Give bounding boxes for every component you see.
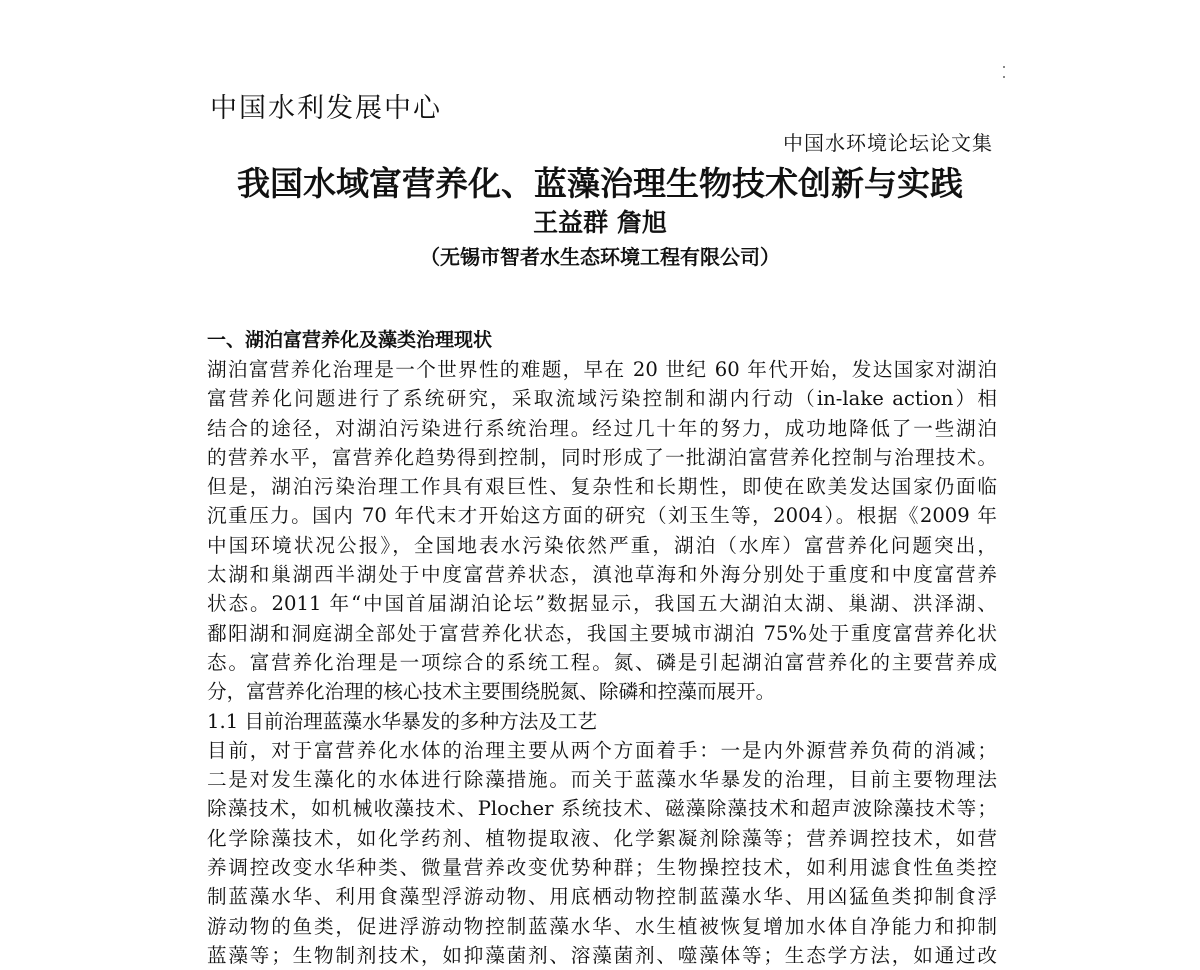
organization-header: 中国水利发展中心 xyxy=(210,93,442,124)
text-line: 中国环境状况公报》，全国地表水污染依然严重，湖泊（水库）富营养化问题突出， xyxy=(207,533,997,557)
text-line: 二是对发生藻化的水体进行除藻措施。而关于蓝藻水华暴发的治理，目前主要物理法 xyxy=(207,768,997,792)
text-line: 结合的途径，对湖泊污染进行系统治理。经过几十年的努力，成功地降低了一些湖泊 xyxy=(207,416,997,440)
text-line: 化学除藻技术，如化学药剂、植物提取液、化学絮凝剂除藻等；营养调控技术，如营 xyxy=(207,826,997,850)
text-line: 养调控改变水华种类、微量营养改变优势种群；生物操控技术，如利用滤食性鱼类控 xyxy=(207,856,997,880)
text-line: 制蓝藻水华、利用食藻型浮游动物、用底栖动物控制蓝藻水华、用凶猛鱼类抑制食浮 xyxy=(207,885,997,909)
text-line: 态。富营养化治理是一项综合的系统工程。氮、磷是引起湖泊富营养化的主要营养成 xyxy=(207,650,997,674)
edge-marks xyxy=(1003,66,1007,106)
text-line: 游动物的鱼类，促进浮游动物控制蓝藻水华、水生植被恢复增加水体自净能力和抑制 xyxy=(207,914,997,938)
text-line: 鄱阳湖和洞庭湖全部处于富营养化状态，我国主要城市湖泊 75%处于重度富营养化状 xyxy=(207,621,997,645)
text-line: 富营养化问题进行了系统研究，采取流域污染控制和湖内行动（in-lake action）相 xyxy=(207,387,997,411)
subsection-paragraph xyxy=(207,736,997,970)
text-line: 目前，对于富营养化水体的治理主要从两个方面着手：一是内外源营养负荷的消减； xyxy=(207,738,997,762)
subsection-heading: 1.1 目前治理蓝藻水华暴发的多种方法及工艺 xyxy=(207,709,598,733)
article-affiliation: （无锡市智者水生态环境工程有限公司） xyxy=(420,245,780,269)
section-paragraph xyxy=(207,355,997,707)
section-heading: 一、湖泊富营养化及藻类治理现状 xyxy=(207,329,493,351)
text-line: 的营养水平，富营养化趋势得到控制，同时形成了一批湖泊富营养化控制与治理技术。 xyxy=(207,445,997,469)
text-line: 分，富营养化治理的核心技术主要围绕脱氮、除磷和控藻而展开。 xyxy=(207,680,776,704)
text-line: 除藻技术，如机械收藻技术、Plocher 系统技术、磁藻除藻技术和超声波除藻技术等； xyxy=(207,797,997,821)
text-line: 蓝藻等；生物制剂技术，如抑藻菌剂、溶藻菌剂、噬藻体等；生态学方法，如通过改 xyxy=(207,943,997,967)
text-line: 但是，湖泊污染治理工作具有艰巨性、复杂性和长期性，即使在欧美发达国家仍面临 xyxy=(207,475,997,499)
collection-header: 中国水环境论坛论文集 xyxy=(783,131,993,155)
article-authors: 王益群 詹旭 xyxy=(533,208,667,237)
text-line: 沉重压力。国内 70 年代末才开始这方面的研究（刘玉生等，2004）。根据《2009 年 xyxy=(207,504,997,528)
text-line: 状态。2011 年“中国首届湖泊论坛”数据显示，我国五大湖泊太湖、巢湖、洪泽湖、 xyxy=(207,592,997,616)
article-body xyxy=(207,326,997,970)
text-line: 湖泊富营养化治理是一个世界性的难题，早在 20 世纪 60 年代开始，发达国家对湖泊 xyxy=(207,358,997,381)
text-line: 太湖和巢湖西半湖处于中度富营养状态，滇池草海和外海分别处于重度和中度富营养 xyxy=(207,563,997,587)
article-title: 我国水域富营养化、蓝藻治理生物技术创新与实践 xyxy=(237,164,963,203)
